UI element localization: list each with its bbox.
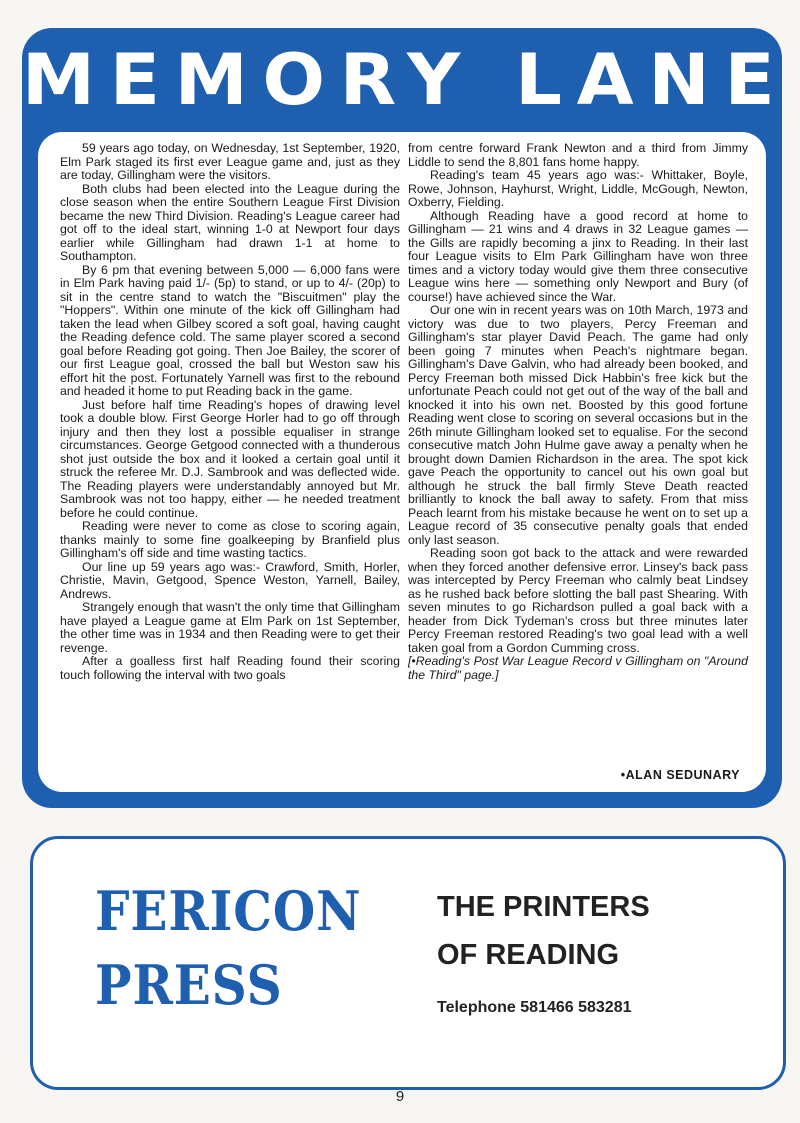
paragraph: Our line up 59 years ago was:- Crawford, Smith, Horler, Christie, Mavin, Getgood, Spence Weston, Yarnell, Bailey, Andrews.	[60, 559, 400, 601]
paragraph: Both clubs had been elected into the League during the close season when the entire Southern League First Division became the new Third Division. Reading's League career had got off to the ideal start, winning 1-0 at Newport four days earlier while Gillingham had drawn 1-1 at home to Southampton.	[60, 181, 400, 263]
paragraph: By 6 pm that evening between 5,000 — 6,000 fans were in Elm Park having paid 1/- (5p) to stand, or up to 4/- (20p) to sit in the centre stand to watch the "Biscuitmen" play the "Hoppers". Within one minute of the kick off Gillingham had taken the lead when Gilbey scored a soft goal, having caught the Reading defence cold. The same player scored a second goal before Reading got going. Then Joe Bailey, the scorer of our first League goal, crossed the ball but Weston saw his effort hit the post. Fortunately Yarnell was first to the rebound and headed it home to put Reading back in the game.	[60, 262, 400, 398]
advert-company-name-line2: PRESS	[95, 953, 283, 1017]
article-column-right	[408, 142, 748, 682]
paragraph: After a goalless first half Reading found their scoring touch following the interval with two goals	[60, 654, 400, 682]
paragraph: 59 years ago today, on Wednesday, 1st September, 1920, Elm Park staged its first ever League game and, just as they are today, Gillingham were the visitors.	[60, 141, 400, 182]
printer-advert	[30, 836, 786, 1090]
editor-note: [•Reading's Post War League Record v Gillingham on "Around the Third" page.]	[408, 654, 748, 682]
byline: •ALAN SEDUNARY	[620, 768, 740, 782]
masthead-bar	[21, 28, 790, 128]
article-panel	[38, 132, 766, 792]
masthead-title: MEMORY LANE	[21, 39, 790, 121]
paragraph: Reading's team 45 years ago was:- Whittaker, Boyle, Rowe, Johnson, Hayhurst, Wright, Liddle, McGough, Newton, Oxberry, Fielding.	[408, 168, 748, 209]
advert-telephone: Telephone 581466 583281	[437, 999, 632, 1016]
page-number: 9	[395, 1088, 405, 1105]
paragraph: from centre forward Frank Newton and a third from Jimmy Liddle to send the 8,801 fans home happy.	[408, 141, 748, 169]
paragraph: Reading soon got back to the attack and were rewarded when they forced another defensive error. Linsey's back pass was intercepted by Percy Freeman who calmly beat Lindsey as he rushed back before slotting the ball past Shearing. With seven minutes to go Richardson pulled a goal back with a header from Dick Tydeman's cross but three minutes later Percy Freeman restored Reading's two goal lead with a well taken goal from a Gordon Cumming cross.	[408, 546, 748, 655]
article-column-left	[60, 142, 400, 682]
paragraph: Reading were never to come as close to scoring again, thanks mainly to some fine goalkeeping by Branfield plus Gillingham's off side and time wasting tactics.	[60, 519, 400, 560]
advert-tagline-line1: THE PRINTERS	[437, 891, 650, 923]
advert-company-name-line1: FERICON	[95, 879, 362, 943]
paragraph: Just before half time Reading's hopes of drawing level took a double blow. First George Horler had to go off through injury and then they lost a possible equaliser in strange circumstances. George Getgood connected with a thunderous shot just outside the box and it looked a certain goal until it struck the referee Mr. D.J. Sambrook and was deflected wide. The Reading players were understandably annoyed but Mr. Sambrook was not too happy, either — he needed treatment before he could continue.	[60, 397, 400, 520]
memory-lane-frame	[21, 28, 790, 808]
advert-tagline-line2: OF READING	[437, 939, 620, 971]
paragraph: Strangely enough that wasn't the only time that Gillingham have played a League game at Elm Park on 1st September, the other time was in 1934 and then Reading were to get their revenge.	[60, 600, 400, 655]
paragraph: Although Reading have a good record at home to Gillingham — 21 wins and 4 draws in 32 League games — the Gills are rapidly becoming a jinx to Reading. In their last four League visits to Elm Park Gillingham have won three times and a victory today would give them three consecutive League wins here — something only Newport and Bury (of course!) have achieved since the War.	[408, 208, 748, 304]
paragraph: Our one win in recent years was on 10th March, 1973 and victory was due to two players, Percy Freeman and Gillingham's star player David Peach. The game had only been going 7 minutes when Peach's nightmare began. Gillingham's Dave Galvin, who had already been booked, and Percy Freeman both missed Dick Habbin's free kick but the unfortunate Peach could not get out of the way of the ball and knocked it into his own net. Boosted by this good fortune Reading went close to scoring on several occasions but in the 26th minute Gillingham looked set to equalise. For the second consecutive match John Hulme gave away a penalty when he brought down Damien Richardson in the area. The spot kick gave Peach the opportunity to cancel out his own goal but although he struck the ball firmly Steve Death reacted brilliantly to knock the ball away to safety. From that miss Peach learnt from his mistake because he went on to set up a League record of 35 consecutive penalty goals that ended only last season.	[408, 303, 748, 547]
